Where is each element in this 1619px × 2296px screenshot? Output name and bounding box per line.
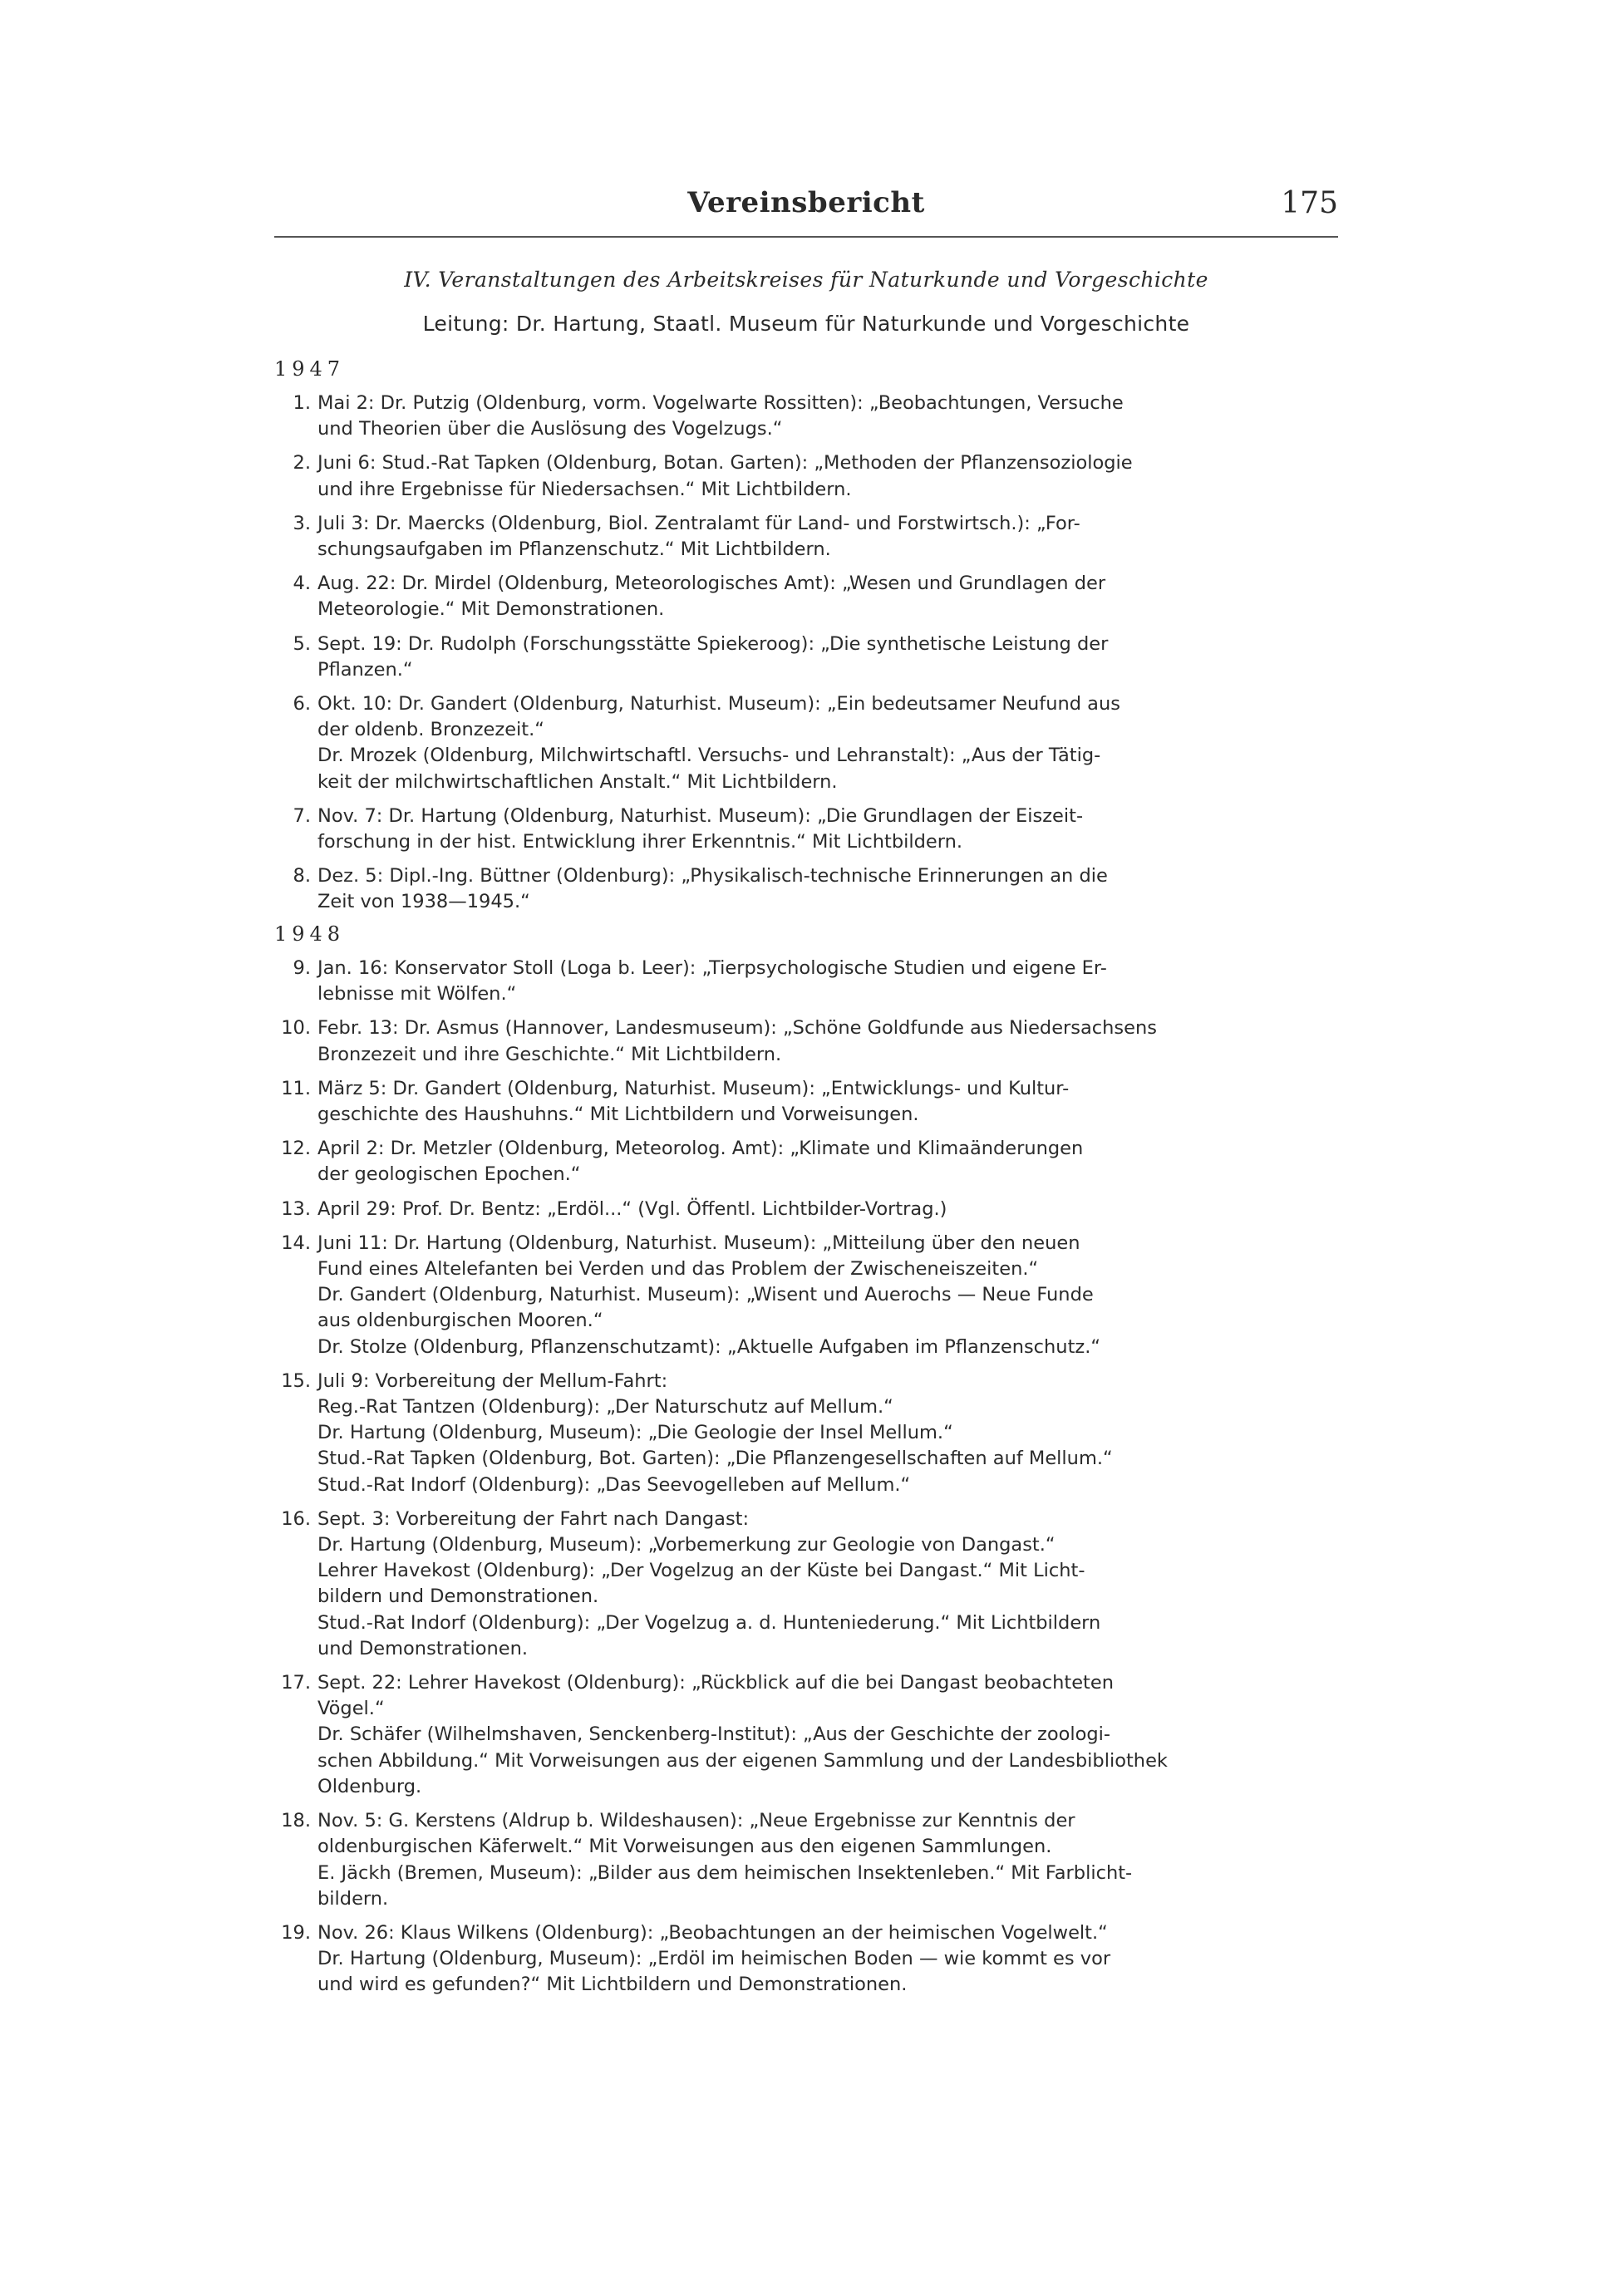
item-line: geschichte des Haushuhns.“ Mit Lichtbildern und Vorweisungen.: [317, 1104, 919, 1126]
item-line: Pflanzen.“: [317, 658, 413, 681]
item-line: Sept. 19: Dr. Rudolph (Forschungsstätte Spiekeroog): „Die synthetische Leistung der: [317, 632, 1109, 655]
item-line: Bronzezeit und ihre Geschichte.“ Mit Lichtbildern.: [317, 1043, 782, 1065]
list-item: [274, 571, 1338, 622]
item-number: 12.: [281, 1138, 311, 1160]
item-number: 7.: [293, 804, 311, 827]
item-line: und ihre Ergebnisse für Niedersachsen.“ Mit Lichtbildern.: [317, 478, 852, 500]
list-item: [274, 450, 1338, 502]
list-item: [274, 391, 1338, 442]
item-number: 9.: [293, 957, 311, 979]
item-line: März 5: Dr. Gandert (Oldenburg, Naturhist. Museum): „Entwicklungs- und Kultur-: [317, 1077, 1070, 1099]
item-line: Dr. Gandert (Oldenburg, Naturhist. Museum): „Wisent und Auerochs — Neue Funde: [317, 1284, 1094, 1306]
item-line: Juni 11: Dr. Hartung (Oldenburg, Naturhist. Museum): „Mitteilung über den neuen: [317, 1232, 1080, 1254]
item-line: Stud.-Rat Indorf (Oldenburg): „Der Vogelzug a. d. Hunteniederung.“ Mit Lichtbildern: [317, 1611, 1101, 1634]
item-line: aus oldenburgischen Mooren.“: [317, 1310, 603, 1332]
item-number: 3.: [293, 512, 311, 534]
item-number: 15.: [281, 1369, 311, 1392]
header-rule: [274, 236, 1338, 238]
item-number: 16.: [281, 1507, 311, 1530]
item-line: schen Abbildung.“ Mit Vorweisungen aus der eigenen Sammlung und der Landesbibliothek: [317, 1749, 1168, 1772]
item-number: 2.: [293, 452, 311, 474]
item-line: und Theorien über die Auslösung des Vogelzugs.“: [317, 418, 783, 440]
item-line: Vögel.“: [317, 1698, 385, 1720]
list-item: [274, 632, 1338, 683]
item-line: April 29: Prof. Dr. Bentz: „Erdöl...“ (Vgl. Öffentl. Lichtbilder-Vortrag.): [317, 1197, 947, 1220]
item-line: Jan. 16: Konservator Stoll (Loga b. Leer): „Tierpsychologische Studien und eigene Er-: [317, 957, 1107, 979]
item-line: bildern.: [317, 1887, 389, 1910]
year-heading-1947: 1947: [274, 357, 346, 381]
item-line: keit der milchwirtschaftlichen Anstalt.“ Mit Lichtbildern.: [317, 770, 838, 793]
item-line: Sept. 22: Lehrer Havekost (Oldenburg): „Rückblick auf die bei Dangast beobachteten: [317, 1672, 1114, 1694]
item-number: 13.: [281, 1197, 311, 1220]
item-line: Reg.-Rat Tantzen (Oldenburg): „Der Naturschutz auf Mellum.“: [317, 1396, 893, 1418]
item-line: Stud.-Rat Indorf (Oldenburg): „Das Seevogelleben auf Mellum.“: [317, 1473, 911, 1496]
item-line: Dr. Hartung (Oldenburg, Museum): „Vorbemerkung zur Geologie von Dangast.“: [317, 1534, 1056, 1556]
item-line: und wird es gefunden?“ Mit Lichtbildern und Demonstrationen.: [317, 1974, 908, 1996]
item-line: Lehrer Havekost (Oldenburg): „Der Vogelzug an der Küste bei Dangast.“ Mit Licht-: [317, 1560, 1085, 1582]
item-line: Dr. Stolze (Oldenburg, Pflanzenschutzamt): „Aktuelle Aufgaben im Pflanzenschutz.“: [317, 1335, 1101, 1358]
running-header: [274, 186, 1338, 236]
item-line: Stud.-Rat Tapken (Oldenburg, Bot. Garten): „Die Pflanzengesellschaften auf Mellum.“: [317, 1448, 1113, 1470]
item-line: schungsaufgaben im Pflanzenschutz.“ Mit Lichtbildern.: [317, 538, 831, 561]
item-line: der oldenb. Bronzezeit.“: [317, 719, 544, 741]
item-line: Sept. 3: Vorbereitung der Fahrt nach Dangast:: [317, 1507, 750, 1530]
item-number: 5.: [293, 632, 311, 655]
item-number: 17.: [281, 1672, 311, 1694]
item-line: Dez. 5: Dipl.-Ing. Büttner (Oldenburg): „Physikalisch-technische Erinnerungen an die: [317, 865, 1108, 887]
item-line: oldenburgischen Käferwelt.“ Mit Vorweisungen aus den eigenen Sammlungen.: [317, 1836, 1052, 1858]
list-item: [274, 1808, 1338, 1912]
item-line: lebnisse mit Wölfen.“: [317, 983, 517, 1005]
item-line: Dr. Hartung (Oldenburg, Museum): „Erdöl im heimischen Boden — wie kommt es vor: [317, 1948, 1111, 1970]
list-item: [274, 1231, 1338, 1360]
item-line: Dr. Hartung (Oldenburg, Museum): „Die Geologie der Insel Mellum.“: [317, 1422, 953, 1444]
item-line: Meteorologie.“ Mit Demonstrationen.: [317, 598, 665, 621]
section-title: IV. Veranstaltungen des Arbeitskreises für Naturkunde und Vorgeschichte: [404, 268, 1208, 292]
item-line: Juli 9: Vorbereitung der Mellum-Fahrt:: [317, 1369, 668, 1392]
item-number: 8.: [293, 865, 311, 887]
item-line: Fund eines Altelefanten bei Verden und das Problem der Zwischeneiszeiten.“: [317, 1258, 1039, 1281]
item-number: 11.: [281, 1077, 311, 1099]
list-item: [274, 1369, 1338, 1498]
item-line: der geologischen Epochen.“: [317, 1163, 581, 1186]
list-item: [274, 1015, 1338, 1067]
list-item: [274, 863, 1338, 915]
year-heading-1948: 1948: [274, 922, 346, 946]
item-line: Nov. 5: G. Kerstens (Aldrup b. Wildeshausen): „Neue Ergebnisse zur Kenntnis der: [317, 1810, 1075, 1832]
list-item: [274, 1136, 1338, 1187]
entries-1947: [274, 391, 1338, 924]
item-number: 6.: [293, 693, 311, 715]
item-line: Okt. 10: Dr. Gandert (Oldenburg, Naturhist. Museum): „Ein bedeutsamer Neufund aus: [317, 693, 1120, 715]
item-number: 18.: [281, 1810, 311, 1832]
list-item: [274, 691, 1338, 795]
item-number: 10.: [281, 1017, 311, 1040]
item-line: Nov. 7: Dr. Hartung (Oldenburg, Naturhist. Museum): „Die Grundlagen der Eiszeit-: [317, 804, 1084, 827]
item-line: Juni 6: Stud.-Rat Tapken (Oldenburg, Botan. Garten): „Methoden der Pflanzensoziologie: [317, 452, 1133, 474]
item-line: Zeit von 1938—1945.“: [317, 891, 530, 913]
list-item: [274, 804, 1338, 855]
item-line: und Demonstrationen.: [317, 1637, 529, 1659]
page-number: 175: [1281, 186, 1338, 220]
item-line: Nov. 26: Klaus Wilkens (Oldenburg): „Beobachtungen an der heimischen Vogelwelt.“: [317, 1921, 1108, 1944]
entries-1948: [274, 956, 1338, 2007]
item-line: forschung in der hist. Entwicklung ihrer Erkenntnis.“ Mit Lichtbildern.: [317, 831, 962, 853]
item-line: Febr. 13: Dr. Asmus (Hannover, Landesmuseum): „Schöne Goldfunde aus Niedersachsens: [317, 1017, 1157, 1040]
item-line: Dr. Schäfer (Wilhelmshaven, Senckenberg-Institut): „Aus der Geschichte der zoologi-: [317, 1723, 1111, 1746]
list-item: [274, 511, 1338, 563]
list-item: [274, 1670, 1338, 1800]
section-lead: Leitung: Dr. Hartung, Staatl. Museum für Naturkunde und Vorgeschichte: [422, 312, 1190, 336]
running-title: Vereinsbericht: [687, 186, 925, 219]
item-line: Aug. 22: Dr. Mirdel (Oldenburg, Meteorologisches Amt): „Wesen und Grundlagen der: [317, 573, 1106, 595]
item-line: Oldenburg.: [317, 1775, 422, 1797]
item-line: Dr. Mrozek (Oldenburg, Milchwirtschaftl. Versuchs- und Lehranstalt): „Aus der Tätig-: [317, 745, 1101, 767]
list-item: [274, 1197, 1338, 1222]
list-item: [274, 1920, 1338, 1999]
list-item: [274, 1076, 1338, 1128]
list-item: [274, 956, 1338, 1007]
item-line: E. Jäckh (Bremen, Museum): „Bilder aus dem heimischen Insektenleben.“ Mit Farblicht-: [317, 1861, 1133, 1884]
list-item: [274, 1507, 1338, 1662]
item-number: 19.: [281, 1921, 311, 1944]
item-line: bildern und Demonstrationen.: [317, 1586, 599, 1608]
item-line: April 2: Dr. Metzler (Oldenburg, Meteorolog. Amt): „Klimate und Klimaänderungen: [317, 1138, 1084, 1160]
item-line: Mai 2: Dr. Putzig (Oldenburg, vorm. Vogelwarte Rossitten): „Beobachtungen, Versuche: [317, 392, 1124, 414]
item-number: 4.: [293, 573, 311, 595]
item-number: 14.: [281, 1232, 311, 1254]
item-line: Juli 3: Dr. Maercks (Oldenburg, Biol. Zentralamt für Land- und Forstwirtsch.): „For-: [317, 512, 1080, 534]
item-number: 1.: [293, 392, 311, 414]
